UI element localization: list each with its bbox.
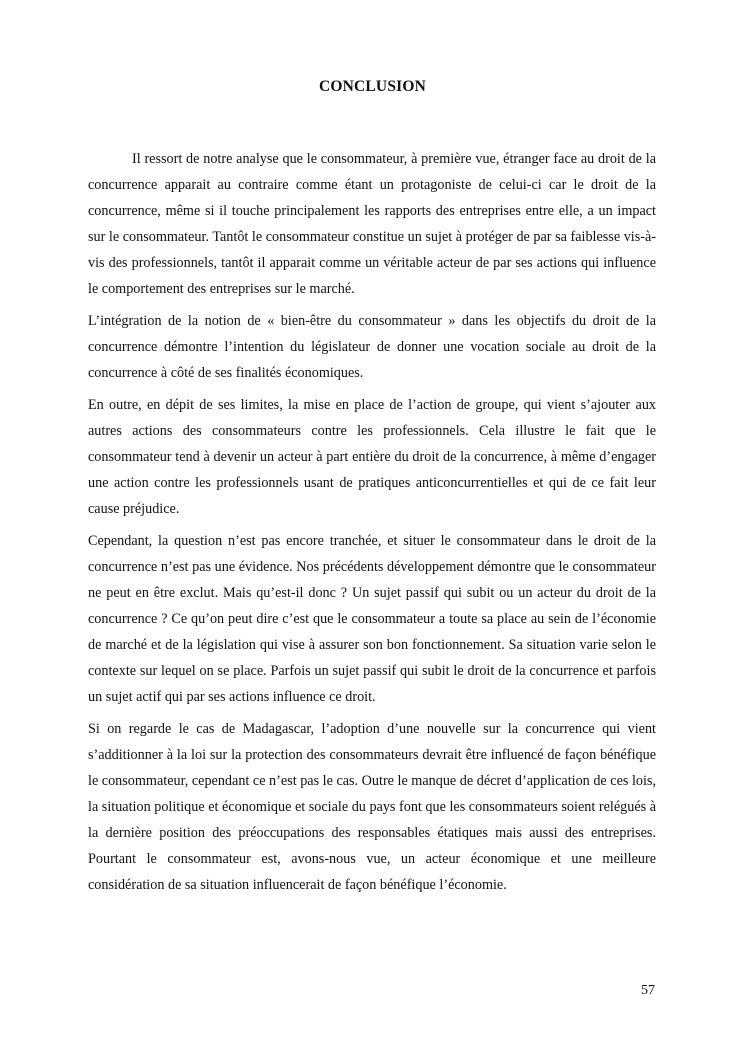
paragraph-2: L’intégration de la notion de « bien-être du consommateur » dans les objectifs du droit de la concurrence démontre l’intention du législateur de donner une vocation sociale au droit de la concurrence à côté de ses finalités économiques. <box>88 313 656 381</box>
paragraph-1: Il ressort de notre analyse que le consommateur, à première vue, étranger face au droit de la concurrence apparait au contraire comme étant un protagoniste de celui-ci car le droit de la concurrence, même si il touche principalement les rapports des entreprises entre elle, a un impact sur le consommateur. Tantôt le consommateur constitue un sujet à protéger de par sa faiblesse vis-à-vis des professionnels, tantôt il apparait comme un véritable acteur de par ses actions qui influence le comportement des entreprises sur le marché. <box>88 151 656 297</box>
paragraph-4: Cependant, la question n’est pas encore tranchée, et situer le consommateur dans le droit de la concurrence n’est pas une évidence. Nos précédents développement démontre que le consommateur ne peut en être exclut. Mais qu’est-il donc ? Un sujet passif qui subit ou un acteur du droit de la concurrence ? Ce qu’on peut dire c’est que le consommateur a toute sa place au sein de l’économie de marché et de la législation qui vise à assurer son bon fonctionnement. Sa situation varie selon le contexte sur lequel on se place. Parfois un sujet passif qui subit le droit de la concurrence et parfois un sujet actif qui par ses actions influence ce droit. <box>88 533 656 705</box>
paragraph-3: En outre, en dépit de ses limites, la mise en place de l’action de groupe, qui vient s’ajouter aux autres actions des consommateurs contre les professionnels. Cela illustre le fait que le consommateur tend à devenir un acteur à part entière du droit de la concurrence, à même d’engager une action contre les professionnels usant de pratiques anticoncurrentielles et qui de ce fait leur cause préjudice. <box>88 397 656 517</box>
body-text <box>88 146 656 904</box>
paragraph-5: Si on regarde le cas de Madagascar, l’adoption d’une nouvelle sur la concurrence qui vient s’additionner à la loi sur la protection des consommateurs devrait être influencé de façon bénéfique le consommateur, cependant ce n’est pas le cas. Outre le manque de décret d’application de ces lois, la situation politique et économique et sociale du pays font que les consommateurs soient relégués à la dernière position des préoccupations des responsables étatiques mais aussi des entreprises. Pourtant le consommateur est, avons-nous vue, un acteur économique et une meilleure considération de sa situation influencerait de façon bénéfique l’économie. <box>88 721 656 893</box>
page-number: 57 <box>641 983 655 998</box>
page-title: CONCLUSION <box>318 78 427 95</box>
